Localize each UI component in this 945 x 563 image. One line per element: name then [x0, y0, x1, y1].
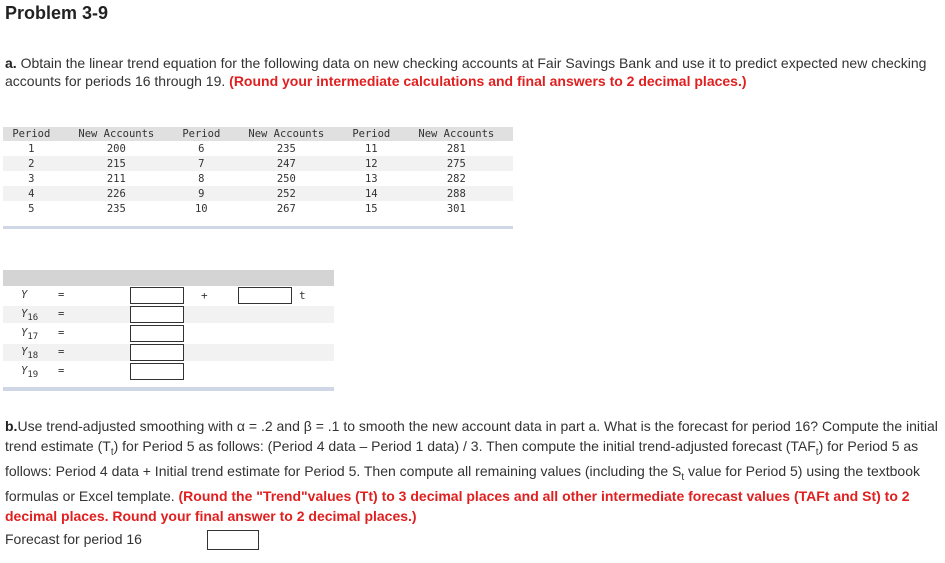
- y17-subscript: 17: [27, 332, 39, 343]
- forecast-row-16: [3, 306, 334, 323]
- plus-sign: +: [201, 289, 208, 302]
- table-cell: 281: [446, 142, 466, 155]
- equals-sign: =: [58, 346, 65, 358]
- table-cell: 282: [446, 172, 466, 185]
- slope-input[interactable]: [238, 287, 292, 304]
- page-title: Problem 3-9: [5, 3, 109, 23]
- panel-header-bar: [3, 270, 334, 286]
- y19-label: [21, 365, 38, 380]
- part-a-text: Obtain the linear trend equation for the following data on new checking accounts at Fair Savings Bank and use it to predict expected new checking accounts for periods 16 through 19.: [5, 55, 927, 89]
- table-cell: 235: [276, 142, 296, 155]
- part-b-text-2: ) for Period 5 as follows: (Period 4 data – Period 1 data) / 3. Then compute the initial trend-adjusted forecast (TAF: [113, 437, 816, 454]
- t-variable: t: [299, 289, 306, 302]
- table-row: [3, 156, 513, 171]
- part-b-text-4: value for Period 5) using the textbook formulas or Excel template.: [5, 462, 920, 505]
- part-b-question: [5, 417, 942, 526]
- table-cell: 11: [364, 142, 378, 155]
- panel-bottom-border: [3, 387, 334, 391]
- header-period-2: Period: [173, 127, 230, 141]
- y18-subscript: 18: [27, 351, 39, 362]
- part-a-instruction: (Round your intermediate calculations and final answers to 2 decimal places.): [229, 73, 747, 89]
- table-cell: 275: [400, 156, 513, 171]
- table-cell: 4: [3, 186, 60, 201]
- y16-base: Y: [21, 308, 28, 320]
- part-a-question: [5, 54, 940, 90]
- header-period-3: Period: [343, 127, 400, 141]
- equals-sign: =: [58, 308, 65, 320]
- part-b-subscript-3: t: [681, 471, 685, 483]
- table-cell: 2: [3, 156, 60, 171]
- part-b-text-3: ) for Period 5 as follows: Period 4 data + Initial trend estimate for Period 5. Then compute all remaining values (including the S: [5, 437, 919, 479]
- equals-sign: =: [58, 327, 65, 339]
- table-cell: 14: [343, 186, 400, 201]
- y17-label: [21, 327, 38, 342]
- table-cell: 301: [446, 202, 466, 215]
- table-cell: 235: [106, 202, 126, 215]
- y16-subscript: 16: [27, 313, 39, 324]
- table-cell: 215: [60, 156, 173, 171]
- y18-label: [21, 346, 38, 361]
- table-cell: 1: [28, 142, 35, 155]
- table-row: [3, 186, 513, 201]
- intercept-input[interactable]: [130, 287, 184, 304]
- data-table: [3, 127, 513, 216]
- table-cell: 3: [28, 172, 35, 185]
- part-a-label: a.: [5, 55, 17, 71]
- equals-sign: =: [58, 365, 65, 377]
- table-cell: 6: [198, 142, 205, 155]
- table-cell: 288: [400, 186, 513, 201]
- equation-row: [3, 287, 334, 304]
- trend-equation-panel: [3, 270, 334, 392]
- table-bottom-border: [3, 226, 513, 229]
- table-cell: 8: [198, 172, 205, 185]
- table-cell: 200: [106, 142, 126, 155]
- part-b-text: Use trend-adjusted smoothing with α = .2 and β = .1 to smooth the new account data in part a. What is the forecast for period 16? Compute the initial trend estimate (T: [5, 418, 938, 454]
- table-cell: 250: [276, 172, 296, 185]
- header-accounts-2: New Accounts: [230, 127, 343, 141]
- y19-base: Y: [21, 365, 28, 377]
- header-accounts-3: New Accounts: [400, 127, 513, 141]
- table-cell: 5: [28, 202, 35, 215]
- y17-base: Y: [21, 327, 28, 339]
- y16-input[interactable]: [130, 306, 184, 323]
- table-row: [3, 141, 513, 156]
- table-cell: 12: [343, 156, 400, 171]
- forecast-row-17: [3, 325, 334, 342]
- part-b-subscript-1: t: [110, 446, 114, 458]
- header-period-1: Period: [3, 127, 60, 141]
- table-cell: 15: [364, 202, 378, 215]
- y17-input[interactable]: [130, 325, 184, 342]
- y19-input[interactable]: [130, 363, 184, 380]
- part-b-label: b.: [5, 418, 18, 434]
- table-cell: 247: [230, 156, 343, 171]
- table-cell: 252: [230, 186, 343, 201]
- forecast-period-16-label: Forecast for period 16: [5, 531, 142, 547]
- y18-base: Y: [21, 346, 28, 358]
- table-cell: 10: [194, 202, 208, 215]
- table-cell: 211: [106, 172, 126, 185]
- y19-subscript: 19: [27, 370, 39, 381]
- y16-label: [21, 308, 38, 323]
- table-cell: 9: [173, 186, 230, 201]
- table-header-row: [3, 127, 513, 141]
- header-accounts-1: New Accounts: [60, 127, 173, 141]
- table-cell: 226: [60, 186, 173, 201]
- table-row: [3, 171, 513, 186]
- forecast-row-18: [3, 344, 334, 361]
- forecast-period-16-input[interactable]: [207, 530, 259, 550]
- table-row: [3, 201, 513, 216]
- equals-sign: =: [58, 289, 65, 301]
- forecast-row-19: [3, 363, 334, 380]
- table-cell: 13: [364, 172, 378, 185]
- part-b-instruction: (Round the "Trend"values (Tt) to 3 decimal places and all other intermediate forecast values (TAFt and St) to 2 decimal places. Round your final answer to 2 decimal places.): [5, 488, 910, 524]
- part-b-subscript-2: t: [815, 446, 819, 458]
- y-label: Y: [21, 289, 28, 301]
- table-cell: 267: [276, 202, 296, 215]
- table-cell: 7: [173, 156, 230, 171]
- y18-input[interactable]: [130, 344, 184, 361]
